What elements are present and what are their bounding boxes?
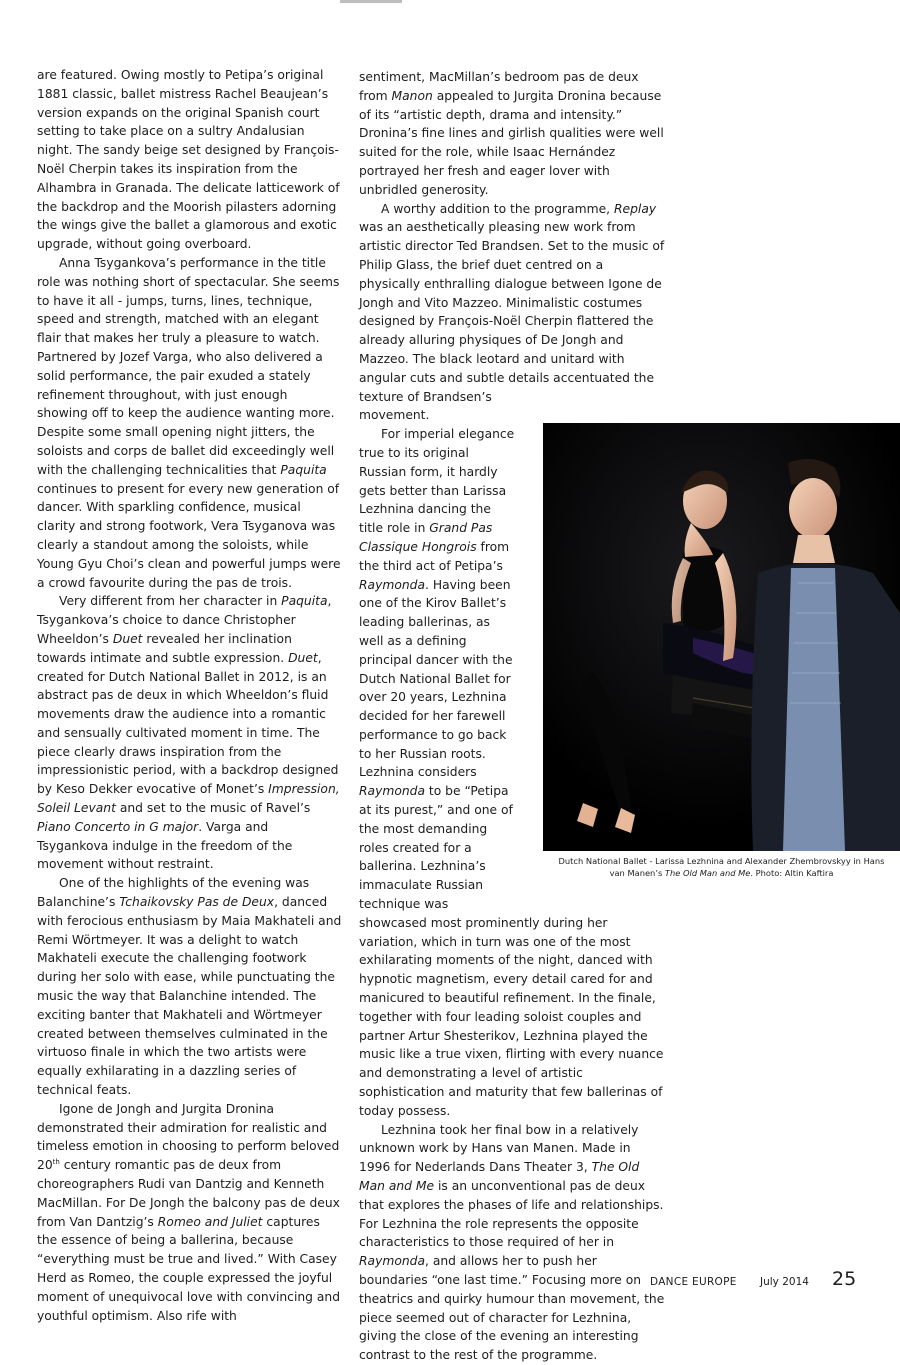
- text-run: Very different from her character in: [59, 594, 282, 609]
- italic-title: Paquita: [280, 462, 327, 477]
- italic-title: Duet: [288, 650, 318, 665]
- caption-line-1: Dutch National Ballet - Larissa Lezhnina and Alexander Zhembrovskyy in Hans: [558, 856, 885, 866]
- text-run: sentiment, MacMillan’s bedroom pas de deux from: [359, 70, 639, 103]
- text-run: is an unconventional pas de deux that explores the phases of life and relationships. For Lezhnina the role represents the opposite characteristics to those required of her in: [359, 1179, 664, 1250]
- text-run: , danced with ferocious enthusiasm by Maia Makhateli and Remi Wörtmeyer. It was a delight to watch Makhateli execute the challenging footwork during her solo with ease, while punctuating the music the way that Balanchine intended. The exciting banter that Makhateli and Wörtmeyer created between themselves culminated in the virtuoso finale in which the two artists were equally exhilarating in a dazzling series of technical feats.: [37, 895, 342, 1098]
- ballet-photo: [543, 423, 900, 851]
- article-paragraph: [37, 874, 342, 1100]
- italic-title: Replay: [613, 201, 657, 216]
- italic-title: Piano Concerto in G major: [37, 819, 199, 834]
- page-top-mark: [340, 0, 402, 3]
- italic-title: Impression, Soleil Levant: [37, 782, 340, 816]
- italic-title: Tchaikovsky Pas de Deux: [119, 895, 275, 910]
- article-paragraph: [37, 592, 342, 874]
- text-run: Anna Tsygankova’s performance in the title role was nothing short of spectacular. She seems to have it all - jumps, turns, lines, technique, speed and strength, matched with an elegant flair that makes her truly a pleasure to watch. Partnered by Jozef Varga, who also delivered a solid performance, the pair exuded a stately refinement throughout, with just enough showing off to keep the audience wanting more. Despite some small opening night jitters, the soloists and corps de ballet did exceedingly well with the challenging technicalities that: [37, 255, 340, 477]
- italic-title: Manon: [391, 88, 433, 103]
- text-run: are featured. Owing mostly to Petipa’s original 1881 classic, ballet mistress Rachel Beaujean’s version expands on the original Spanish court setting to take place on a sultry Andalusian night. The sandy beige set designed by François-Noël Cherpin takes its inspiration from the Alhambra in Granada. The delicate latticework of the backdrop and the Moorish pilasters adorning the wings give the ballet a glamorous and exotic upgrade, without going overboard.: [37, 68, 340, 252]
- text-run: Igone de Jongh and Jurgita Dronina demonstrated their admiration for realistic and timeless emotion in choosing to perform beloved 20: [37, 1101, 340, 1173]
- text-run: For imperial elegance true to its original Russian form, it hardly gets better than Larissa Lezhnina dancing the title role in: [359, 427, 515, 536]
- superscript: th: [52, 1158, 60, 1167]
- text-run: , and allows her to push her boundaries “one last time.” Focusing more on theatrics and quirky humour than movement, the piece seemed out of character for Lezhnina, giving the close of the evening an interesting contrast to the rest of the programme.: [359, 1254, 665, 1363]
- article-paragraph: [37, 1100, 342, 1326]
- article-paragraph: [37, 66, 342, 254]
- italic-title: Raymonda: [359, 784, 425, 799]
- text-run: and set to the music of Ravel’s: [115, 801, 311, 816]
- italic-title: Raymonda: [359, 1254, 425, 1269]
- article-paragraph: [359, 68, 665, 200]
- text-run: Lezhnina took her final bow in a relatively unknown work by Hans van Manen. Made in 1996 for Nederlands Dans Theater 3,: [359, 1122, 639, 1175]
- text-run: appealed to Jurgita Dronina because of its “artistic depth, drama and intensity.” Dronina’s fine lines and girlish qualities were well suited for the role, while Isaac Hernández portrayed her fresh and eager lover with unbridled generosity.: [359, 88, 664, 197]
- text-run: , created for Dutch National Ballet in 2012, is an abstract pas de deux in which Wheeldon’s fluid movements draw the audience into a romantic and sensually cultivated moment in time. The piece clearly draws inspiration from the impressionistic period, with a backdrop designed by Keso Dekker evocative of Monet’s: [37, 650, 339, 797]
- caption-line-2: [543, 867, 900, 879]
- italic-title: Romeo and Juliet: [157, 1214, 263, 1229]
- caption-line-2-post: . Photo: Altin Kaftira: [750, 868, 834, 878]
- text-run: . Varga and Tsygankova indulge in the freedom of the movement without restraint.: [37, 819, 293, 872]
- italic-title: Duet: [112, 631, 143, 646]
- text-run: One of the highlights of the evening was Balanchine’s: [37, 876, 310, 910]
- caption-title: The Old Man and Me: [664, 868, 751, 878]
- article-paragraph: [359, 200, 665, 426]
- footer-date: July 2014: [760, 1276, 809, 1288]
- article-paragraph: [37, 254, 342, 592]
- text-run: was an aesthetically pleasing new work from artistic director Ted Brandsen. Set to the music of Philip Glass, the brief duet centred on a physically enthralling dialogue between Igone de Jongh and Vito Mazzeo. Minimalistic costumes designed by François-Noël Cherpin flattered the already alluring physiques of De Jongh and Mazzeo. The black leotard and unitard with angular cuts and subtle details accentuated the texture of Brandsen’s movement.: [359, 220, 665, 423]
- text-run: captures the essence of being a ballerina, because “everything must be true and lived.” With Casey Herd as Romeo, the couple expressed the joyful moment of unequivocal love with convincing and youthful optimism. Also rife with: [37, 1214, 340, 1323]
- text-run: A worthy addition to the programme,: [381, 201, 614, 216]
- footer-publication: DANCE EUROPE: [650, 1276, 737, 1288]
- text-run: continues to present for every new generation of dancer. With sparkling confidence, musical clarity and strong footwork, Vera Tsyganova was clearly a standout among the soloists, while Young Gyu Choi’s clean and powerful jumps were a crowd favourite during the pas de trois.: [37, 481, 341, 590]
- text-run: . Having been one of the Kirov Ballet’s leading ballerinas, as well as a defining principal dancer with the Dutch National Ballet for over 20 years, Lezhnina decided for her farewell performance to go back to her Russian roots. Lezhnina considers: [359, 577, 513, 780]
- italic-title: Raymonda: [359, 577, 425, 592]
- caption-line-2-pre: van Manen’s: [609, 868, 665, 878]
- text-run: to be “Petipa at its purest,” and one of the most demanding roles created for a ballerina. Lezhnina’s immaculate Russian technique was showcased most prominently during her variation, which in turn was one of the most exhilarating moments of the night, danced with hypnotic magnetism, every detail cared for and manicured to beautiful refinement. In the finale, together with four leading soloist couples and partner Artur Shesterikov, Lezhnina played the music like a true vixen, flirting with every nuance and demonstrating a level of artistic sophistication and maturity that few ballerinas of today possess.: [359, 784, 664, 1118]
- article-paragraph: [359, 1121, 665, 1365]
- italic-title: Paquita: [281, 594, 328, 609]
- italic-title: The Old Man and Me: [359, 1160, 640, 1194]
- italic-title: Grand Pas Classique Hongrois: [359, 521, 493, 554]
- text-run: from the third act of Petipa’s: [359, 539, 510, 573]
- text-run: century romantic pas de deux from choreographers Rudi van Dantzig and Kenneth MacMillan. For De Jongh the balcony pas de deux from Van Dantzig’s: [37, 1158, 340, 1229]
- photo-caption: [543, 855, 900, 879]
- text-run: revealed her inclination towards intimate and subtle expression.: [37, 631, 292, 665]
- text-run: , Tsygankova’s choice to dance Christopher Wheeldon’s: [37, 594, 332, 646]
- page-number: 25: [832, 1268, 857, 1290]
- article-column-left: [37, 66, 342, 1325]
